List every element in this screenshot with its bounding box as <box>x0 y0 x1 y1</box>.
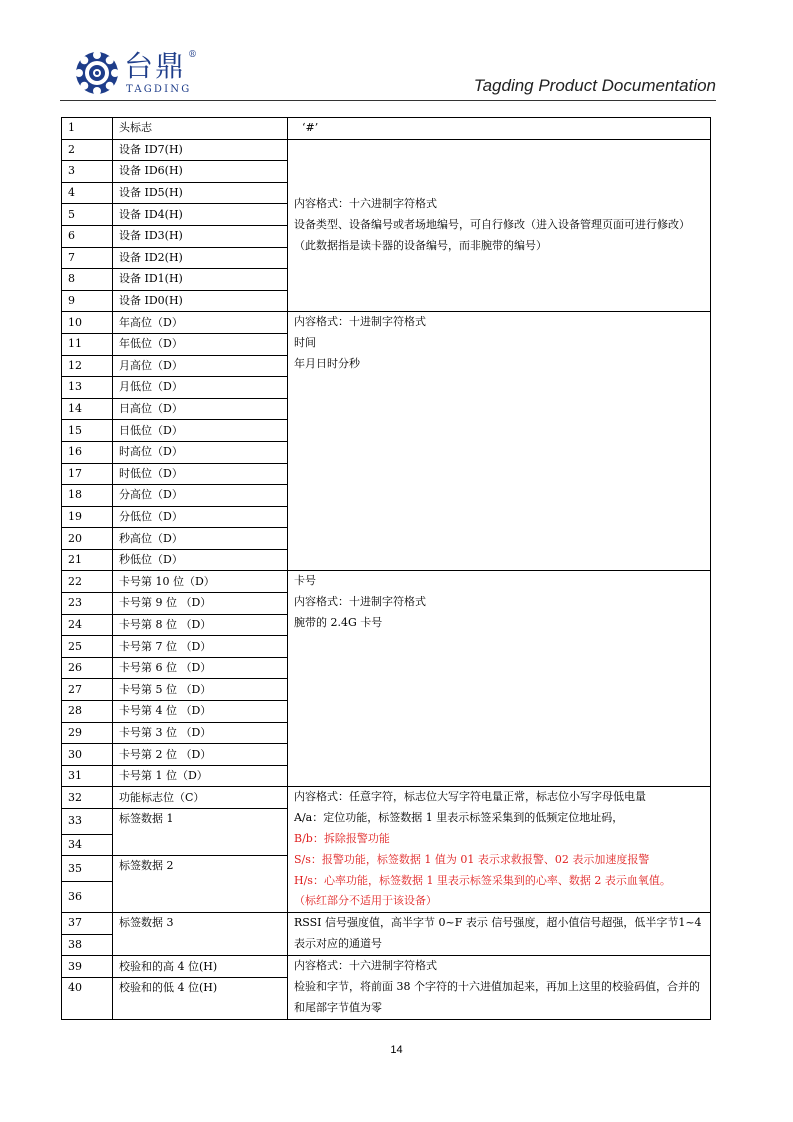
table-row <box>62 118 711 140</box>
field-name: 秒高位（D） <box>113 528 288 550</box>
protocol-table <box>61 117 711 1020</box>
row-index: 38 <box>62 934 113 956</box>
description-line: 卡号 <box>294 574 316 588</box>
description-line: （此数据指是读卡器的设备编号，而非腕带的编号） <box>294 238 547 252</box>
field-name: 头标志 <box>113 118 288 140</box>
description-line: A/a：定位功能，标签数据 1 里表示标签采集到的低频定位地址码， <box>294 811 624 825</box>
row-index: 16 <box>62 441 113 463</box>
description-line: S/s：报警功能，标签数据 1 值为 01 表示求救报警、02 表示加速度报警 <box>294 852 650 866</box>
description-line: 设备类型、设备编号或者场地编号，可自行修改（进入设备管理页面可进行修改） <box>294 218 690 232</box>
field-name: 卡号第 7 位 （D） <box>113 636 288 658</box>
row-index: 4 <box>62 182 113 204</box>
table-row <box>62 956 711 978</box>
field-name: 设备 ID0(H) <box>113 290 288 312</box>
description-line: H/s：心率功能，标签数据 1 里表示标签采集到的心率、数据 2 表示血氧值。 <box>294 873 671 887</box>
field-name: 月高位（D） <box>113 355 288 377</box>
description-line: 内容格式：任意字符，标志位大写字符电量正常，标志位小写字母低电量 <box>294 790 646 804</box>
row-index: 29 <box>62 722 113 744</box>
row-index: 24 <box>62 614 113 636</box>
description-line: 内容格式：十进制字符格式 <box>294 315 426 329</box>
row-index: 27 <box>62 679 113 701</box>
row-index: 10 <box>62 312 113 334</box>
field-name: 标签数据 1 <box>113 809 288 856</box>
row-index: 34 <box>62 834 113 856</box>
field-name: 时高位（D） <box>113 441 288 463</box>
brand-name-cn: 台鼎 <box>124 49 187 83</box>
row-index: 35 <box>62 856 113 882</box>
card-number-description <box>288 571 711 787</box>
row-index: 15 <box>62 420 113 442</box>
device-id-description <box>288 139 711 312</box>
row-index: 23 <box>62 593 113 615</box>
description-line: B/b：拆除报警功能 <box>294 832 390 845</box>
row-index: 13 <box>62 377 113 399</box>
row-index: 32 <box>62 787 113 809</box>
field-name: 分低位（D） <box>113 506 288 528</box>
row-index: 3 <box>62 161 113 183</box>
row-index: 11 <box>62 333 113 355</box>
row-index: 28 <box>62 701 113 723</box>
field-name: 卡号第 1 位（D） <box>113 765 288 787</box>
field-name: 设备 ID4(H) <box>113 204 288 226</box>
row-index: 31 <box>62 765 113 787</box>
field-name: 卡号第 3 位 （D） <box>113 722 288 744</box>
function-flag-description <box>288 787 711 913</box>
row-index: 25 <box>62 636 113 658</box>
tagding-logo-icon <box>74 50 120 96</box>
field-name: 设备 ID6(H) <box>113 161 288 183</box>
row-index: 40 <box>62 978 113 1020</box>
description-line: 检验和字节，将前面 38 个字符的十六进值加起来，再加上这里的校验码值，合并的和尾部字节值为零 <box>294 980 700 1014</box>
field-name: 日高位（D） <box>113 398 288 420</box>
row-index: 18 <box>62 485 113 507</box>
row-index: 12 <box>62 355 113 377</box>
field-name: 设备 ID1(H) <box>113 269 288 291</box>
field-name: 月低位（D） <box>113 377 288 399</box>
field-name: 设备 ID5(H) <box>113 182 288 204</box>
field-name: 设备 ID2(H) <box>113 247 288 269</box>
description-line: 内容格式：十六进制字符格式 <box>294 959 437 973</box>
description-line: 内容格式：十六进制字符格式 <box>294 197 437 211</box>
field-name: 卡号第 6 位 （D） <box>113 657 288 679</box>
field-name: 卡号第 8 位 （D） <box>113 614 288 636</box>
field-name: 标签数据 3 <box>113 913 288 956</box>
field-description: ‘#’ <box>288 118 711 140</box>
field-name: 卡号第 10 位（D） <box>113 571 288 593</box>
row-index: 21 <box>62 549 113 571</box>
field-name: 标签数据 2 <box>113 856 288 913</box>
field-name: 日低位（D） <box>113 420 288 442</box>
field-name: 功能标志位（C） <box>113 787 288 809</box>
row-index: 26 <box>62 657 113 679</box>
page-header <box>60 40 716 100</box>
field-name: 时低位（D） <box>113 463 288 485</box>
row-index: 7 <box>62 247 113 269</box>
row-index: 17 <box>62 463 113 485</box>
row-index: 6 <box>62 225 113 247</box>
row-index: 2 <box>62 139 113 161</box>
time-description <box>288 312 711 571</box>
row-index: 39 <box>62 956 113 978</box>
page-number: 14 <box>390 1044 403 1056</box>
field-name: 年高位（D） <box>113 312 288 334</box>
registered-mark: ® <box>188 50 197 60</box>
row-index: 8 <box>62 269 113 291</box>
rssi-description: RSSI 信号强度值，高半字节 0~F 表示 信号强度，超小值信号超强，低半字节1~4 表示对应的通道号 <box>288 913 711 956</box>
field-name: 卡号第 4 位 （D） <box>113 701 288 723</box>
table-row <box>62 139 711 161</box>
description-line: 时间 <box>294 336 316 350</box>
field-name: 卡号第 2 位 （D） <box>113 744 288 766</box>
row-index: 19 <box>62 506 113 528</box>
field-name: 年低位（D） <box>113 333 288 355</box>
description-line: 年月日时分秒 <box>294 356 360 370</box>
row-index: 9 <box>62 290 113 312</box>
field-name: 卡号第 5 位 （D） <box>113 679 288 701</box>
description-line: （标红部分不适用于该设备） <box>294 894 437 908</box>
field-name: 设备 ID3(H) <box>113 225 288 247</box>
field-name: 秒低位（D） <box>113 549 288 571</box>
row-index: 5 <box>62 204 113 226</box>
table-row <box>62 787 711 809</box>
table-row <box>62 312 711 334</box>
row-index: 36 <box>62 882 113 913</box>
row-index: 30 <box>62 744 113 766</box>
brand-name-en: TAGDING <box>126 84 192 95</box>
document-title: Tagding Product Documentation <box>473 76 716 95</box>
row-index: 14 <box>62 398 113 420</box>
table-row <box>62 571 711 593</box>
field-name: 分高位（D） <box>113 485 288 507</box>
row-index: 33 <box>62 809 113 835</box>
row-index: 1 <box>62 118 113 140</box>
checksum-description <box>288 956 711 1019</box>
header-divider <box>60 100 716 101</box>
description-line: 内容格式：十进制字符格式 <box>294 595 426 609</box>
row-index: 20 <box>62 528 113 550</box>
field-name: 校验和的高 4 位(H) <box>113 956 288 978</box>
table-row <box>62 913 711 935</box>
row-index: 37 <box>62 913 113 935</box>
field-name: 卡号第 9 位 （D） <box>113 593 288 615</box>
description-line: 腕带的 2.4G 卡号 <box>294 616 383 630</box>
field-name: 设备 ID7(H) <box>113 139 288 161</box>
row-index: 22 <box>62 571 113 593</box>
field-name: 校验和的低 4 位(H) <box>113 978 288 1020</box>
